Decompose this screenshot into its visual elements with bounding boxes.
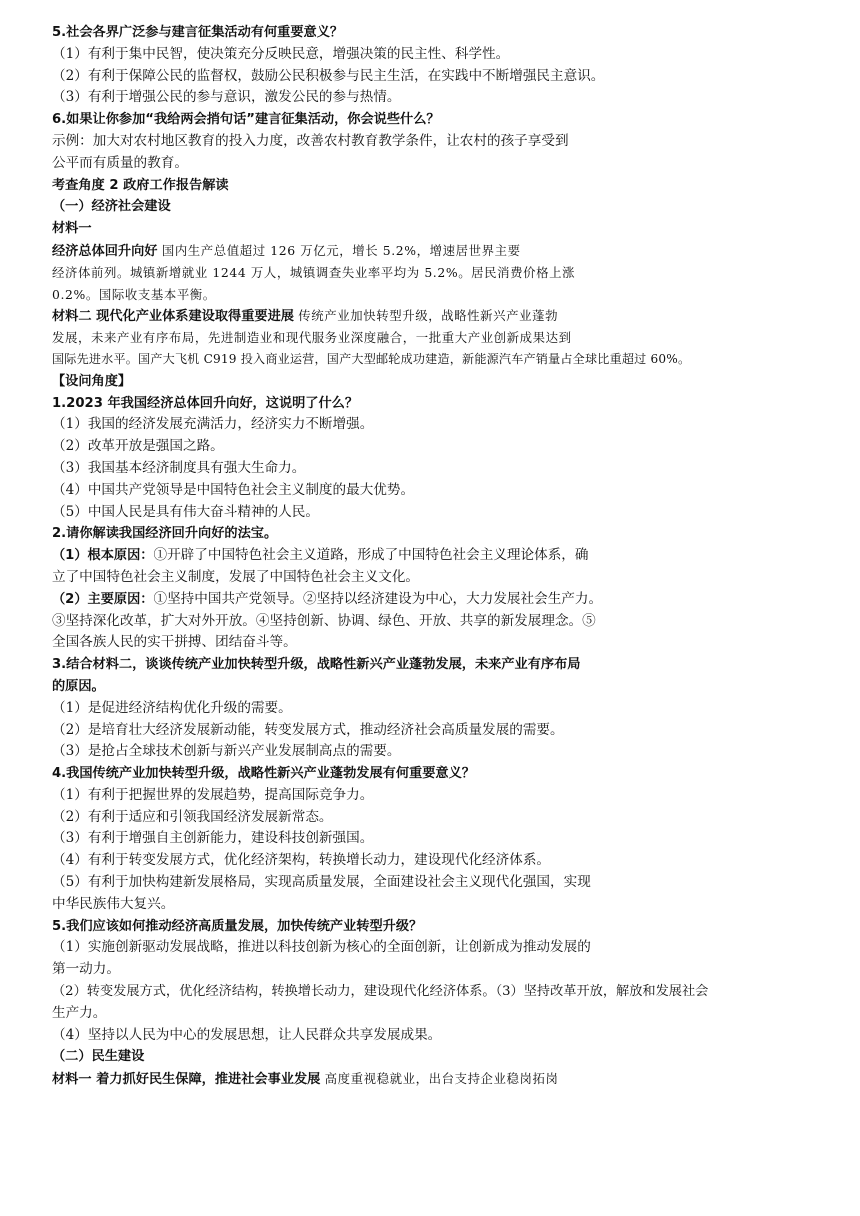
answer-line: （3）是抢占全球技术创新与新兴产业发展制高点的需要。 xyxy=(52,743,401,760)
answer-line: （2）改革开放是强国之路。 xyxy=(52,438,224,455)
answer-line: （3）我国基本经济制度具有强大生命力。 xyxy=(52,459,306,476)
example-line: 示例：加大对农村地区教育的投入力度，改善农村教育教学条件，让农村的孩子享受到 xyxy=(52,132,569,149)
answer-line: （2）是培育壮大经济发展新动能，转变发展方式，推动经济社会高质量发展的需要。 xyxy=(52,721,564,738)
material-paragraph-line: 国际先进水平。国产大飞机 C919 投入商业运营，国产大型邮轮成功建造，新能源汽车产销量占全球比重超过 60%。 xyxy=(52,351,691,366)
answer-line: （4）有利于转变发展方式，优化经济架构，转换增长动力，建设现代化经济体系。 xyxy=(52,852,551,869)
question-4-heading: 4.我国传统产业加快转型升级，战略性新兴产业蓬勃发展有何重要意义？ xyxy=(52,766,475,782)
material-paragraph-line: 0.2%。国际收支基本平衡。 xyxy=(52,286,216,302)
answer-line: 中华民族伟大复兴。 xyxy=(52,895,175,912)
answer-line: （1）有利于把握世界的发展趋势，提高国际竞争力。 xyxy=(52,786,374,803)
material-text: 国内生产总值超过 126 万亿元，增长 5.2%，增速居世界主要 xyxy=(161,242,521,258)
answer-text: ①坚持中国共产党领导。②坚持以经济建设为中心，大力发展社会生产力。 xyxy=(153,590,603,607)
answer-line: （1）有利于集中民智，使决策充分反映民意，增强决策的民主性、科学性。 xyxy=(52,45,510,62)
question-6-heading: 6.如果让你参加“我给两会捎句话”建言征集活动，你会说些什么？ xyxy=(52,112,440,128)
material-paragraph-line xyxy=(52,1068,852,1090)
material-text: 高度重视稳就业，出台支持企业稳岗拓岗 xyxy=(324,1071,559,1087)
material-title: 材料二 现代化产业体系建设取得重要进展 xyxy=(52,309,294,325)
question-angle-heading: 【设问角度】 xyxy=(52,373,132,389)
question-5b-heading: 5.我们应该如何推动经济高质量发展，加快传统产业转型升级？ xyxy=(52,918,423,934)
answer-line: （2）转变发展方式，优化经济结构，转换增长动力，建设现代化经济体系。（3）坚持改革开放，解放和发展社会 xyxy=(52,984,709,1000)
answer-line: （1）是促进经济结构优化升级的需要。 xyxy=(52,699,292,716)
answer-line: （1）我国的经济发展充满活力，经济实力不断增强。 xyxy=(52,416,374,433)
question-2-heading: 2.请你解读我国经济回升向好的法宝。 xyxy=(52,526,278,542)
material-paragraph-line: 发展，未来产业有序布局，先进制造业和现代服务业深度融合，一批重大产业创新成果达到 xyxy=(52,330,572,346)
example-line: 公平而有质量的教育。 xyxy=(52,154,188,171)
document-page xyxy=(52,22,852,1090)
question-3-heading: 3.结合材料二，谈谈传统产业加快转型升级，战略性新兴产业蓬勃发展，未来产业有序布局 xyxy=(52,657,581,673)
answer-line: ③坚持深化改革，扩大对外开放。④坚持创新、协调、绿色、开放、共享的新发展理念。⑤ xyxy=(52,612,596,629)
answer-line: （5）有利于加快构建新发展格局，实现高质量发展，全面建设社会主义现代化强国，实现 xyxy=(52,874,591,891)
question-1-heading: 1.2023 年我国经济总体回升向好，这说明了什么？ xyxy=(52,395,359,411)
answer-line: （2）有利于保障公民的监督权，鼓励公民积极参与民主生活，在实践中不断增强民主意识。 xyxy=(52,67,605,84)
answer-line: （3）有利于增强自主创新能力，建设科技创新强国。 xyxy=(52,830,374,847)
answer-line: （2）有利于适应和引领我国经济发展新常态。 xyxy=(52,808,333,825)
answer-label: （2）主要原因： xyxy=(52,591,154,607)
subsection-heading: （一）经济社会建设 xyxy=(52,199,171,215)
answer-text: ①开辟了中国特色社会主义道路，形成了中国特色社会主义理论体系，确 xyxy=(153,547,589,564)
answer-line xyxy=(52,545,852,567)
answer-label: （1）根本原因： xyxy=(52,548,154,564)
answer-line: （5）中国人民是具有伟大奋斗精神的人民。 xyxy=(52,503,319,520)
material-title: 材料一 着力抓好民生保障，推进社会事业发展 xyxy=(52,1072,321,1088)
answer-line: （4）坚持以人民为中心的发展思想，让人民群众共享发展成果。 xyxy=(52,1026,442,1043)
material-paragraph-line: 经济体前列。城镇新增就业 1244 万人，城镇调查失业率平均为 5.2%。居民消费价格上涨 xyxy=(52,264,576,280)
answer-line: 立了中国特色社会主义制度，发展了中国特色社会主义文化。 xyxy=(52,568,420,585)
material-paragraph-line xyxy=(52,305,852,327)
answer-line: （4）中国共产党领导是中国特色社会主义制度的最大优势。 xyxy=(52,481,415,498)
answer-line: 全国各族人民的实干拼搏、团结奋斗等。 xyxy=(52,634,297,651)
section-heading: 考查角度 2 政府工作报告解读 xyxy=(52,177,229,193)
answer-line: （3）有利于增强公民的参与意识，激发公民的参与热情。 xyxy=(52,89,401,106)
question-5-heading: 5.社会各界广泛参与建言征集活动有何重要意义？ xyxy=(52,25,344,40)
answer-line xyxy=(52,589,852,611)
material-label: 材料一 xyxy=(52,221,92,237)
material-text: 传统产业加快转型升级，战略性新兴产业蓬勃 xyxy=(298,308,559,324)
answer-line: （1）实施创新驱动发展战略，推进以科技创新为核心的全面创新，让创新成为推动发展的 xyxy=(52,939,591,956)
material-paragraph-line xyxy=(52,240,852,262)
answer-line: 第一动力。 xyxy=(52,961,120,978)
subsection-heading: （二）民生建设 xyxy=(52,1049,145,1065)
material-title: 经济总体回升向好 xyxy=(52,243,158,259)
answer-line: 生产力。 xyxy=(52,1004,107,1021)
question-3-heading-cont: 的原因。 xyxy=(52,678,105,694)
